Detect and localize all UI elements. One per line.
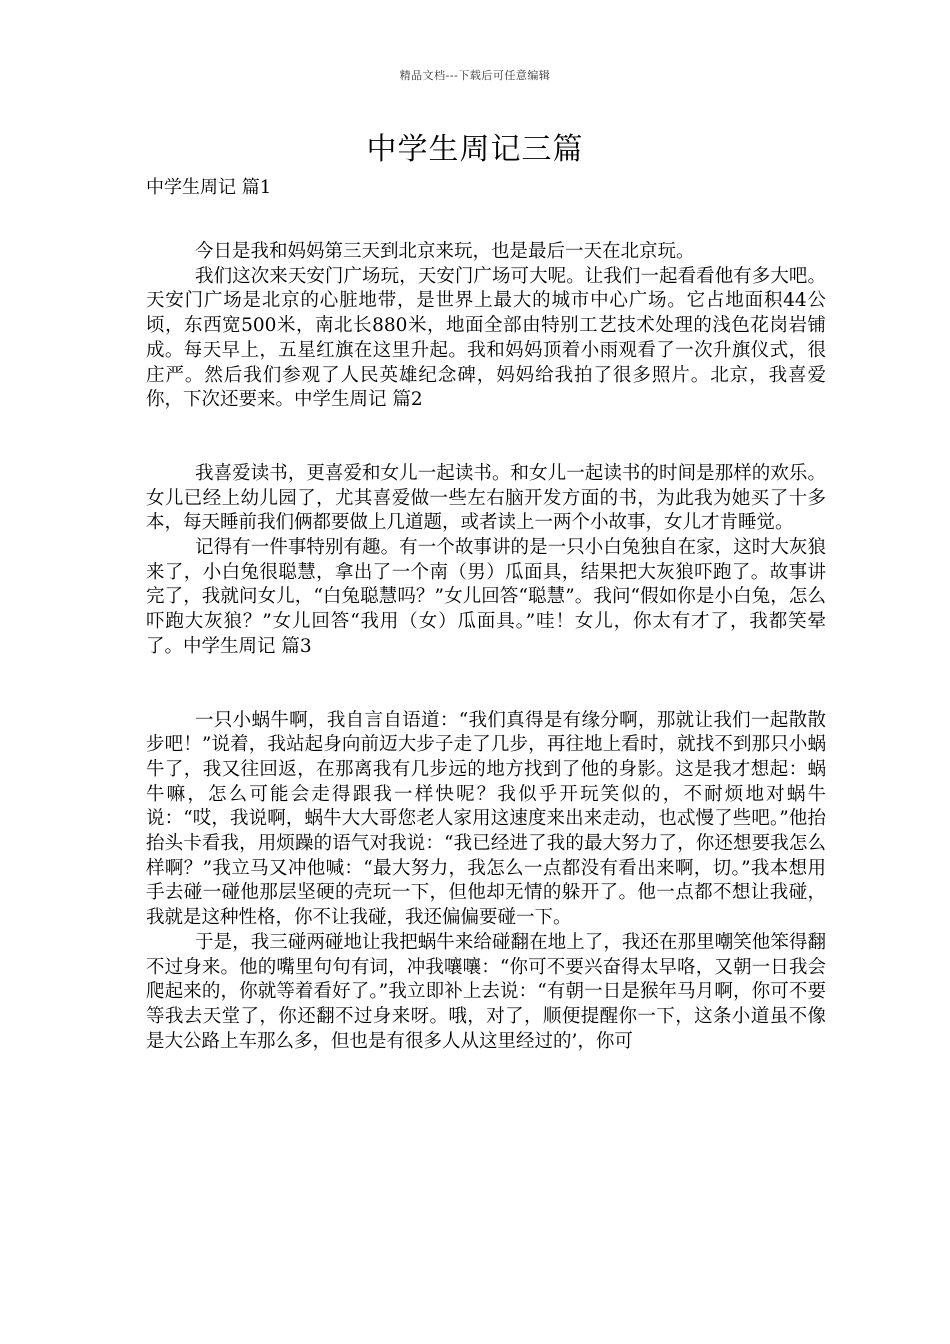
document-title: 中学生周记三篇 (366, 132, 584, 167)
paragraph-3: 我喜爱读书，更喜爱和女儿一起读书。和女儿一起读书的时间是那样的欢乐。女儿已经上幼儿园了，尤其喜爱做一些左右脑开发方面的书，为此我为她买了十多本，每天睡前我们俩都要做上几道题，或者读上一两个小故事，女儿才肯睡觉。 (146, 462, 826, 534)
section-heading: 中学生周记 篇1 (146, 177, 272, 198)
paragraph-4: 记得有一件事特别有趣。有一个故事讲的是一只小白兔独自在家，这时大灰狼来了，小白兔很聪慧，拿出了一个南（男）瓜面具，结果把大灰狼吓跑了。故事讲完了，我就问女儿，“白兔聪慧吗？”女儿回答“聪慧”。我问“假如你是小白兔，怎么吓跑大灰狼？”女儿回答“我用（女）瓜面具。”哇！女儿，你太有才了，我都笑晕了。中学生周记 篇3 (146, 537, 826, 657)
paragraph-1: 今日是我和妈妈第三天到北京来玩，也是最后一天在北京玩。 (195, 241, 695, 262)
paragraph-2: 我们这次来天安门广场玩，天安门广场可大呢。让我们一起看看他有多大吧。天安门广场是北京的心脏地带，是世界上最大的城市中心广场。它占地面积44公顷，东西宽500米，南北长880米，地面全部由特别工艺技术处理的浅色花岗岩铺成。每天早上，五星红旗在这里升起。我和妈妈顶着小雨观看了一次升旗仪式，很庄严。然后我们参观了人民英雄纪念碑，妈妈给我拍了很多照片。北京，我喜爱你，下次还要来。中学生周记 篇2 (146, 265, 826, 411)
page-watermark: 精品文档---下载后可任意编辑 (399, 69, 551, 82)
paragraph-5: 一只小蜗牛啊，我自言自语道：“我们真得是有缘分啊，那就让我们一起散散步吧！”说着，我站起身向前迈大步子走了几步，再往地上看时，就找不到那只小蜗牛了，我又往回返，在那离我有几步远的地方找到了他的身影。这是我才想起：蜗牛嘛，怎么可能会走得跟我一样快呢？我似乎开玩笑似的，不耐烦地对蜗牛说：“哎，我说啊，蜗牛大大哥您老人家用这速度来出来走动，也忒慢了些吧。”他抬抬头卡看我，用烦躁的语气对我说：“我已经进了我的最大努力了，你还想要我怎么样啊？”我立马又冲他喊：“最大努力，我怎么一点都没有看出来啊，切。”我本想用手去碰一碰他那层坚硬的壳玩一下，但他却无情的躲开了。他一点都不想让我碰，我就是这种性格，你不让我碰，我还偏偏要碰一下。 (146, 709, 826, 929)
paragraph-6: 于是，我三碰两碰地让我把蜗牛来给碰翻在地上了，我还在那里嘲笑他笨得翻不过身来。他的嘴里句句有词，冲我嚷嚷：“你可不要兴奋得太早咯，又朝一日我会爬起来的，你就等着看好了。”我立即补上去说：“有朝一日是猴年马月啊，你可不要等我去天堂了，你还翻不过身来呀。哦，对了，顺便提醒你一下，这条小道虽不像是大公路上车那么多，但也是有很多人从这里经过的’，你可 (146, 931, 826, 1052)
document-body (146, 240, 826, 1054)
